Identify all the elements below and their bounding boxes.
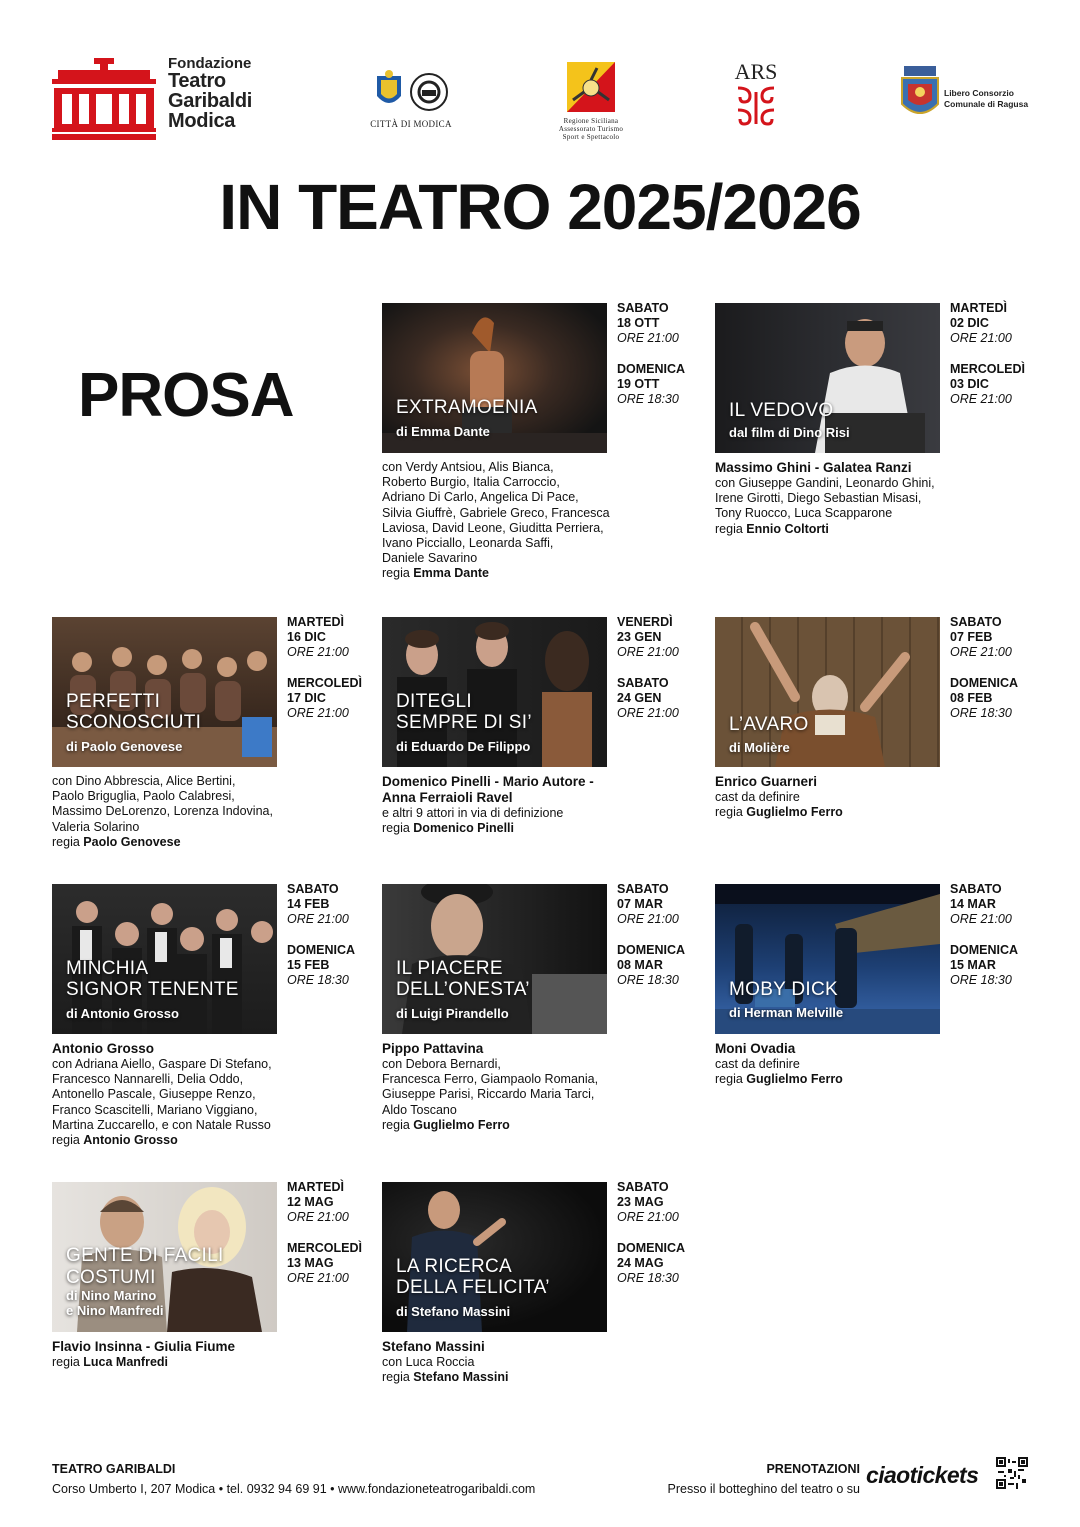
show-author: di Nino Marino e Nino Manfredi bbox=[66, 1288, 164, 1318]
show-photo-perfetti-sconosciuti bbox=[52, 617, 277, 767]
venue-name: TEATRO GARIBALDI bbox=[52, 1462, 176, 1476]
show-dates bbox=[617, 882, 703, 988]
foundation-line-2: Teatro bbox=[168, 70, 226, 92]
show-dates bbox=[617, 1180, 703, 1286]
show-author: di Antonio Grosso bbox=[66, 1006, 179, 1021]
date-time: ORE 21:00 bbox=[950, 392, 1012, 406]
date-time: ORE 18:30 bbox=[950, 973, 1012, 987]
cast-line: con Luca Roccia bbox=[382, 1355, 475, 1369]
show-title: MOBY DICK bbox=[729, 979, 838, 1000]
show-photo-il-vedovo bbox=[715, 303, 940, 453]
date-time: ORE 18:30 bbox=[617, 1271, 679, 1285]
date-value: 14 MAR bbox=[950, 897, 996, 911]
date-value: 14 FEB bbox=[287, 897, 330, 911]
show-dates bbox=[950, 301, 1036, 407]
foundation-logo bbox=[52, 58, 156, 140]
date-day: SABATO bbox=[617, 676, 669, 690]
date-value: 15 FEB bbox=[287, 958, 330, 972]
show-dates bbox=[287, 615, 373, 721]
director-line: regia Stefano Massini bbox=[382, 1370, 509, 1385]
cast-line: Laviosa, David Leone, Giuditta Perriera, bbox=[382, 520, 604, 535]
show-dates bbox=[617, 615, 703, 721]
date-day: MARTEDÌ bbox=[287, 1180, 344, 1194]
cast-line: con Dino Abbrescia, Alice Bertini, bbox=[52, 774, 236, 788]
cast-line: Valeria Solarino bbox=[52, 819, 140, 834]
date-value: 15 MAR bbox=[950, 958, 996, 972]
cast-line: con Debora Bernardi, bbox=[382, 1057, 501, 1071]
show-cast bbox=[382, 774, 642, 836]
main-cast: Moni Ovadia bbox=[715, 1041, 796, 1056]
show-dates bbox=[950, 882, 1036, 988]
foundation-line-4: Modica bbox=[168, 110, 236, 132]
show-title-line-2: SIGNOR TENENTE bbox=[66, 979, 239, 1000]
date-time: ORE 21:00 bbox=[950, 645, 1012, 659]
date-time: ORE 21:00 bbox=[950, 912, 1012, 926]
date-day: DOMENICA bbox=[950, 676, 1019, 690]
show-cast bbox=[382, 1041, 642, 1133]
date-value: 19 OTT bbox=[617, 377, 660, 391]
date-time: ORE 21:00 bbox=[287, 1271, 349, 1285]
show-title-line-2: SEMPRE DI SI’ bbox=[396, 712, 532, 733]
date-time: ORE 18:30 bbox=[287, 973, 349, 987]
show-cast bbox=[715, 774, 975, 820]
date-value: 17 DIC bbox=[287, 691, 326, 705]
director-line: regia Domenico Pinelli bbox=[382, 821, 514, 836]
date-time: ORE 21:00 bbox=[950, 331, 1012, 345]
cast-line: con Giuseppe Gandini, Leonardo Ghini, bbox=[715, 476, 935, 490]
show-cast bbox=[715, 1041, 975, 1087]
show-cast bbox=[52, 1339, 312, 1370]
foundation-wordmark bbox=[168, 56, 252, 131]
show-dates bbox=[287, 882, 373, 988]
director-line: regia Paolo Genovese bbox=[52, 834, 181, 849]
date-day: MARTEDÌ bbox=[950, 301, 1007, 315]
show-title-line-2: SCONOSCIUTI bbox=[66, 712, 202, 733]
foundation-line-3: Garibaldi bbox=[168, 90, 252, 112]
show-cast bbox=[382, 1339, 642, 1385]
partner-modica-caption: CITTÀ DI MODICA bbox=[370, 119, 452, 129]
show-cast bbox=[52, 1041, 312, 1148]
show-photo-ditegli-sempre-di-si bbox=[382, 617, 607, 767]
date-time: ORE 21:00 bbox=[617, 912, 679, 926]
cast-line: Roberto Burgio, Italia Carroccio, bbox=[382, 475, 560, 490]
date-time: ORE 21:00 bbox=[617, 645, 679, 659]
director-line: regia Luca Manfredi bbox=[52, 1355, 169, 1369]
date-day: DOMENICA bbox=[950, 943, 1019, 957]
director-line: regia Guglielmo Ferro bbox=[715, 805, 843, 820]
director-line: regia Guglielmo Ferro bbox=[715, 1072, 843, 1087]
show-photo-la-ricerca-della-felicita bbox=[382, 1182, 607, 1332]
show-dates bbox=[287, 1180, 373, 1286]
partner-logo-modica bbox=[368, 70, 454, 129]
cast-line: Adriano Di Carlo, Angelica Di Pace, bbox=[382, 490, 579, 505]
date-time: ORE 21:00 bbox=[287, 645, 349, 659]
footer-venue-info bbox=[52, 1459, 535, 1499]
date-day: SABATO bbox=[950, 882, 1002, 896]
ars-spiral-icon bbox=[734, 84, 778, 128]
show-title-line-2: DELL’ONESTA’ bbox=[396, 979, 530, 1000]
cast-line: Francesco Nannarelli, Delia Oddo, bbox=[52, 1072, 244, 1087]
show-title-line-2: COSTUMI bbox=[66, 1267, 156, 1288]
venue-address: Corso Umberto I, 207 Modica • tel. 0932 94 69 91 • www.fondazioneteatrogaribaldi.com bbox=[52, 1482, 536, 1496]
date-day: DOMENICA bbox=[617, 1241, 686, 1255]
date-value: 23 GEN bbox=[617, 630, 662, 644]
date-value: 07 FEB bbox=[950, 630, 993, 644]
date-value: 13 MAG bbox=[287, 1256, 334, 1270]
main-cast: Enrico Guarneri bbox=[715, 774, 818, 789]
show-author: di Paolo Genovese bbox=[66, 739, 183, 754]
cast-line: Silvia Giuffrè, Gabriele Greco, Francesca bbox=[382, 505, 610, 520]
date-value: 18 OTT bbox=[617, 316, 660, 330]
cast-line: Giuseppe Parisi, Riccardo Maria Tarci, bbox=[382, 1087, 595, 1102]
ars-label: ARS bbox=[734, 59, 778, 84]
foundation-line-1: Fondazione bbox=[168, 55, 252, 72]
cast-line: Paolo Briguglia, Paolo Calabresi, bbox=[52, 789, 235, 804]
cast-line: Daniele Savarino bbox=[382, 551, 478, 566]
date-value: 08 MAR bbox=[617, 958, 663, 972]
show-title: L’AVARO bbox=[729, 714, 809, 735]
city-crest-icon bbox=[371, 70, 451, 114]
date-day: DOMENICA bbox=[617, 362, 686, 376]
show-dates bbox=[950, 615, 1036, 721]
date-value: 08 FEB bbox=[950, 691, 993, 705]
show-photo-moby-dick bbox=[715, 884, 940, 1034]
page-title: IN TEATRO 2025/2026 bbox=[219, 171, 861, 243]
show-cast bbox=[52, 774, 312, 850]
booking-text: Presso il botteghino del teatro o su bbox=[667, 1482, 860, 1496]
show-author: di Luigi Pirandello bbox=[396, 1006, 509, 1021]
ciaotickets-link[interactable]: ciaotickets bbox=[866, 1462, 979, 1488]
booking-label: PRENOTAZIONI bbox=[766, 1462, 860, 1476]
date-time: ORE 21:00 bbox=[617, 1210, 679, 1224]
date-time: ORE 18:30 bbox=[617, 973, 679, 987]
section-title: PROSA bbox=[78, 361, 294, 430]
date-time: ORE 21:00 bbox=[287, 706, 349, 720]
cast-line: Irene Girotti, Diego Sebastian Misasi, bbox=[715, 491, 922, 506]
footer-booking bbox=[668, 1459, 860, 1499]
show-author: di Emma Dante bbox=[396, 424, 490, 439]
show-title-line-1: GENTE DI FACILI bbox=[66, 1245, 224, 1266]
date-day: MERCOLEDÌ bbox=[287, 676, 362, 690]
date-day: SABATO bbox=[287, 882, 339, 896]
date-day: SABATO bbox=[617, 301, 669, 315]
partner-regione-caption: Regione Siciliana Assessorato Turismo Sport e Spettacolo bbox=[558, 117, 624, 141]
show-photo-il-piacere-dellonesta bbox=[382, 884, 607, 1034]
trinacria-icon bbox=[567, 62, 615, 112]
cast-line: Aldo Toscano bbox=[382, 1102, 457, 1117]
date-value: 12 MAG bbox=[287, 1195, 334, 1209]
show-dates bbox=[617, 301, 703, 407]
date-value: 16 DIC bbox=[287, 630, 326, 644]
qr-code-icon bbox=[996, 1457, 1028, 1489]
director-line: regia Ennio Coltorti bbox=[715, 521, 829, 536]
date-day: VENERDÌ bbox=[617, 615, 673, 629]
cast-line: cast da definire bbox=[715, 790, 800, 804]
show-cast bbox=[715, 460, 975, 537]
show-title-line-1: MINCHIA bbox=[66, 958, 149, 979]
director-line: regia Antonio Grosso bbox=[52, 1133, 178, 1148]
date-time: ORE 21:00 bbox=[617, 706, 679, 720]
cast-line: Tony Ruocco, Luca Scapparone bbox=[715, 506, 893, 521]
show-photo-extramoenia bbox=[382, 303, 607, 453]
show-photo-lavaro bbox=[715, 617, 940, 767]
cast-line: cast da definire bbox=[715, 1057, 800, 1071]
cast-line: Ivano Picciallo, Leonarda Saffi, bbox=[382, 536, 554, 551]
show-title-line-1: LA RICERCA bbox=[396, 1256, 512, 1277]
director-line: regia Guglielmo Ferro bbox=[382, 1117, 510, 1132]
cast-line: Massimo DeLorenzo, Lorenza Indovina, bbox=[52, 804, 273, 819]
show-cast bbox=[382, 460, 642, 582]
date-day: MERCOLEDÌ bbox=[287, 1241, 362, 1255]
date-day: SABATO bbox=[617, 1180, 669, 1194]
date-day: MERCOLEDÌ bbox=[950, 362, 1025, 376]
main-cast: Pippo Pattavina bbox=[382, 1041, 484, 1056]
date-value: 03 DIC bbox=[950, 377, 989, 391]
date-value: 02 DIC bbox=[950, 316, 989, 330]
date-value: 23 MAG bbox=[617, 1195, 664, 1209]
main-cast: Antonio Grosso bbox=[52, 1041, 154, 1056]
show-author: di Herman Melville bbox=[729, 1005, 844, 1020]
cast-line: Martina Zuccarello, e con Natale Russo bbox=[52, 1117, 271, 1132]
cast-line: con Verdy Antsiou, Alis Bianca, bbox=[382, 460, 554, 474]
date-day: DOMENICA bbox=[617, 943, 686, 957]
partner-logo-ars bbox=[728, 60, 784, 133]
cast-line: Antonello Pascale, Giuseppe Renzo, bbox=[52, 1087, 256, 1102]
date-day: SABATO bbox=[617, 882, 669, 896]
show-photo-minchia-signor-tenente bbox=[52, 884, 277, 1034]
main-cast: Stefano Massini bbox=[382, 1339, 485, 1354]
date-time: ORE 18:30 bbox=[617, 392, 679, 406]
show-title-line-2: DELLA FELICITA’ bbox=[396, 1277, 550, 1298]
cast-line: e altri 9 attori in via di definizione bbox=[382, 806, 564, 820]
show-title-line-1: IL PIACERE bbox=[396, 958, 503, 979]
cast-line: Franco Scascitelli, Mariano Viggiano, bbox=[52, 1102, 258, 1117]
show-title: IL VEDOVO bbox=[729, 400, 834, 421]
director-line: regia Emma Dante bbox=[382, 566, 490, 581]
main-cast: Massimo Ghini - Galatea Ranzi bbox=[715, 460, 912, 475]
date-day: MARTEDÌ bbox=[287, 615, 344, 629]
partner-ragusa-caption: Libero Consorzio Comunale di Ragusa bbox=[944, 88, 1029, 109]
date-time: ORE 21:00 bbox=[617, 331, 679, 345]
show-author: di Eduardo De Filippo bbox=[396, 739, 531, 754]
date-time: ORE 21:00 bbox=[287, 1210, 349, 1224]
date-value: 24 MAG bbox=[617, 1256, 664, 1270]
show-author: di Stefano Massini bbox=[396, 1304, 511, 1319]
main-cast: Flavio Insinna - Giulia Fiume bbox=[52, 1339, 236, 1354]
date-time: ORE 18:30 bbox=[950, 706, 1012, 720]
cast-line: con Adriana Aiello, Gaspare Di Stefano, bbox=[52, 1057, 272, 1071]
date-day: SABATO bbox=[950, 615, 1002, 629]
date-value: 24 GEN bbox=[617, 691, 662, 705]
show-title-line-1: DITEGLI bbox=[396, 691, 473, 712]
date-time: ORE 21:00 bbox=[287, 912, 349, 926]
main-cast: Domenico Pinelli - Mario Autore - Anna Ferraioli Ravel bbox=[382, 774, 594, 805]
partner-logo-ragusa bbox=[900, 64, 1030, 122]
partner-logo-regione bbox=[558, 62, 624, 141]
date-day: DOMENICA bbox=[287, 943, 356, 957]
show-title-line-1: PERFETTI bbox=[66, 691, 161, 712]
show-title: EXTRAMOENIA bbox=[396, 397, 538, 418]
show-author: dal film di Dino Risi bbox=[729, 425, 850, 440]
date-value: 07 MAR bbox=[617, 897, 663, 911]
show-author: di Molière bbox=[729, 740, 790, 755]
show-photo-gente-di-facili-costumi bbox=[52, 1182, 277, 1332]
theatre-building-icon bbox=[52, 58, 156, 140]
ragusa-crest-icon bbox=[900, 64, 940, 122]
cast-line: Francesca Ferro, Giampaolo Romania, bbox=[382, 1072, 599, 1087]
